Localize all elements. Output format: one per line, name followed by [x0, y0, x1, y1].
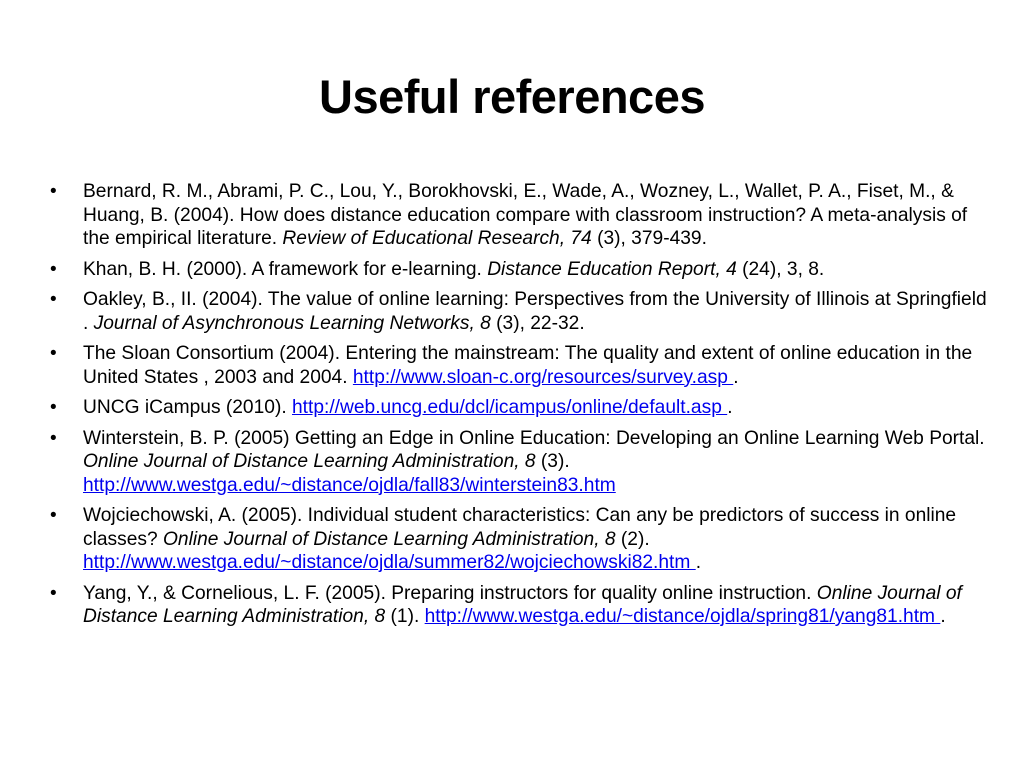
bullet-icon: •	[50, 181, 57, 202]
reference-link[interactable]: http://www.westga.edu/~distance/ojdla/fall83/winterstein83.htm	[83, 474, 616, 496]
bullet-icon: •	[50, 343, 57, 364]
journal-title: Online Journal of Distance Learning Administration, 8	[83, 451, 536, 472]
reference-text: UNCG iCampus (2010).	[83, 397, 292, 418]
reference-item	[50, 342, 990, 389]
reference-item	[50, 258, 990, 282]
reference-item	[50, 396, 990, 420]
reference-suffix: .	[733, 366, 739, 388]
reference-details: (3), 22-32.	[490, 312, 585, 334]
reference-details: (24), 3, 8.	[736, 258, 825, 280]
slide-title: Useful references	[319, 70, 705, 123]
reference-details: (3), 379-439.	[591, 228, 707, 249]
reference-details: (3).	[535, 451, 570, 472]
reference-suffix: .	[940, 606, 946, 627]
reference-text: Bernard, R. M., Abrami, P. C., Lou, Y., Borokhovski, E., Wade, A., Wozney, L., Wallet, P. A., Fiset, M., & Huang, B. (2004). How does distance education compare with classroom instruction? A meta-analysis of the empirical literature.	[83, 181, 968, 249]
reference-text: The Sloan Consortium (2004). Entering the mainstream: The quality and extent of online education in the United States , 2003 and 2004.	[83, 343, 973, 388]
reference-details: (1).	[385, 606, 425, 627]
reference-text: Yang, Y., & Cornelious, L. F. (2005). Preparing instructors for quality online instruction.	[83, 582, 817, 604]
bullet-icon: •	[50, 289, 57, 310]
reference-item	[50, 427, 990, 498]
reference-item	[50, 180, 990, 251]
reference-text: Winterstein, B. P. (2005) Getting an Edge in Online Education: Developing an Online Learning Web Portal.	[83, 427, 985, 449]
bullet-icon: •	[50, 427, 57, 449]
reference-item	[50, 582, 990, 629]
bullet-icon: •	[50, 397, 57, 418]
reference-text: Wojciechowski, A. (2005). Individual student characteristics: Can any be predictors of success in online classes?	[83, 505, 957, 550]
reference-link[interactable]: http://www.westga.edu/~distance/ojdla/summer82/wojciechowski82.htm	[83, 552, 696, 573]
reference-link[interactable]: http://www.sloan-c.org/resources/survey.asp	[352, 366, 734, 388]
reference-details: (2).	[615, 528, 650, 550]
bullet-icon: •	[50, 582, 57, 604]
reference-text: Oakley, B., II. (2004). The value of online learning: Perspectives from the University of Illinois at Springfield .	[83, 289, 987, 334]
journal-title: Journal of Asynchronous Learning Networks, 8	[93, 312, 491, 334]
journal-title: Online Journal of Distance Learning Administration, 8	[162, 528, 616, 550]
bullet-icon: •	[50, 505, 57, 526]
reference-link[interactable]: http://web.uncg.edu/dcl/icampus/online/default.asp	[292, 397, 728, 418]
reference-link[interactable]: http://www.westga.edu/~distance/ojdla/spring81/yang81.htm	[424, 606, 941, 627]
journal-title: Distance Education Report, 4	[487, 258, 737, 280]
journal-title: Online Journal of Distance Learning Administration, 8	[83, 582, 962, 627]
reference-text: Khan, B. H. (2000). A framework for e-learning.	[83, 258, 488, 280]
reference-item	[50, 288, 990, 335]
reference-list	[50, 180, 990, 636]
journal-title: Review of Educational Research, 74	[282, 228, 592, 249]
reference-suffix: .	[727, 397, 733, 418]
reference-suffix: .	[695, 552, 702, 573]
reference-item	[50, 504, 990, 575]
bullet-icon: •	[50, 258, 57, 280]
